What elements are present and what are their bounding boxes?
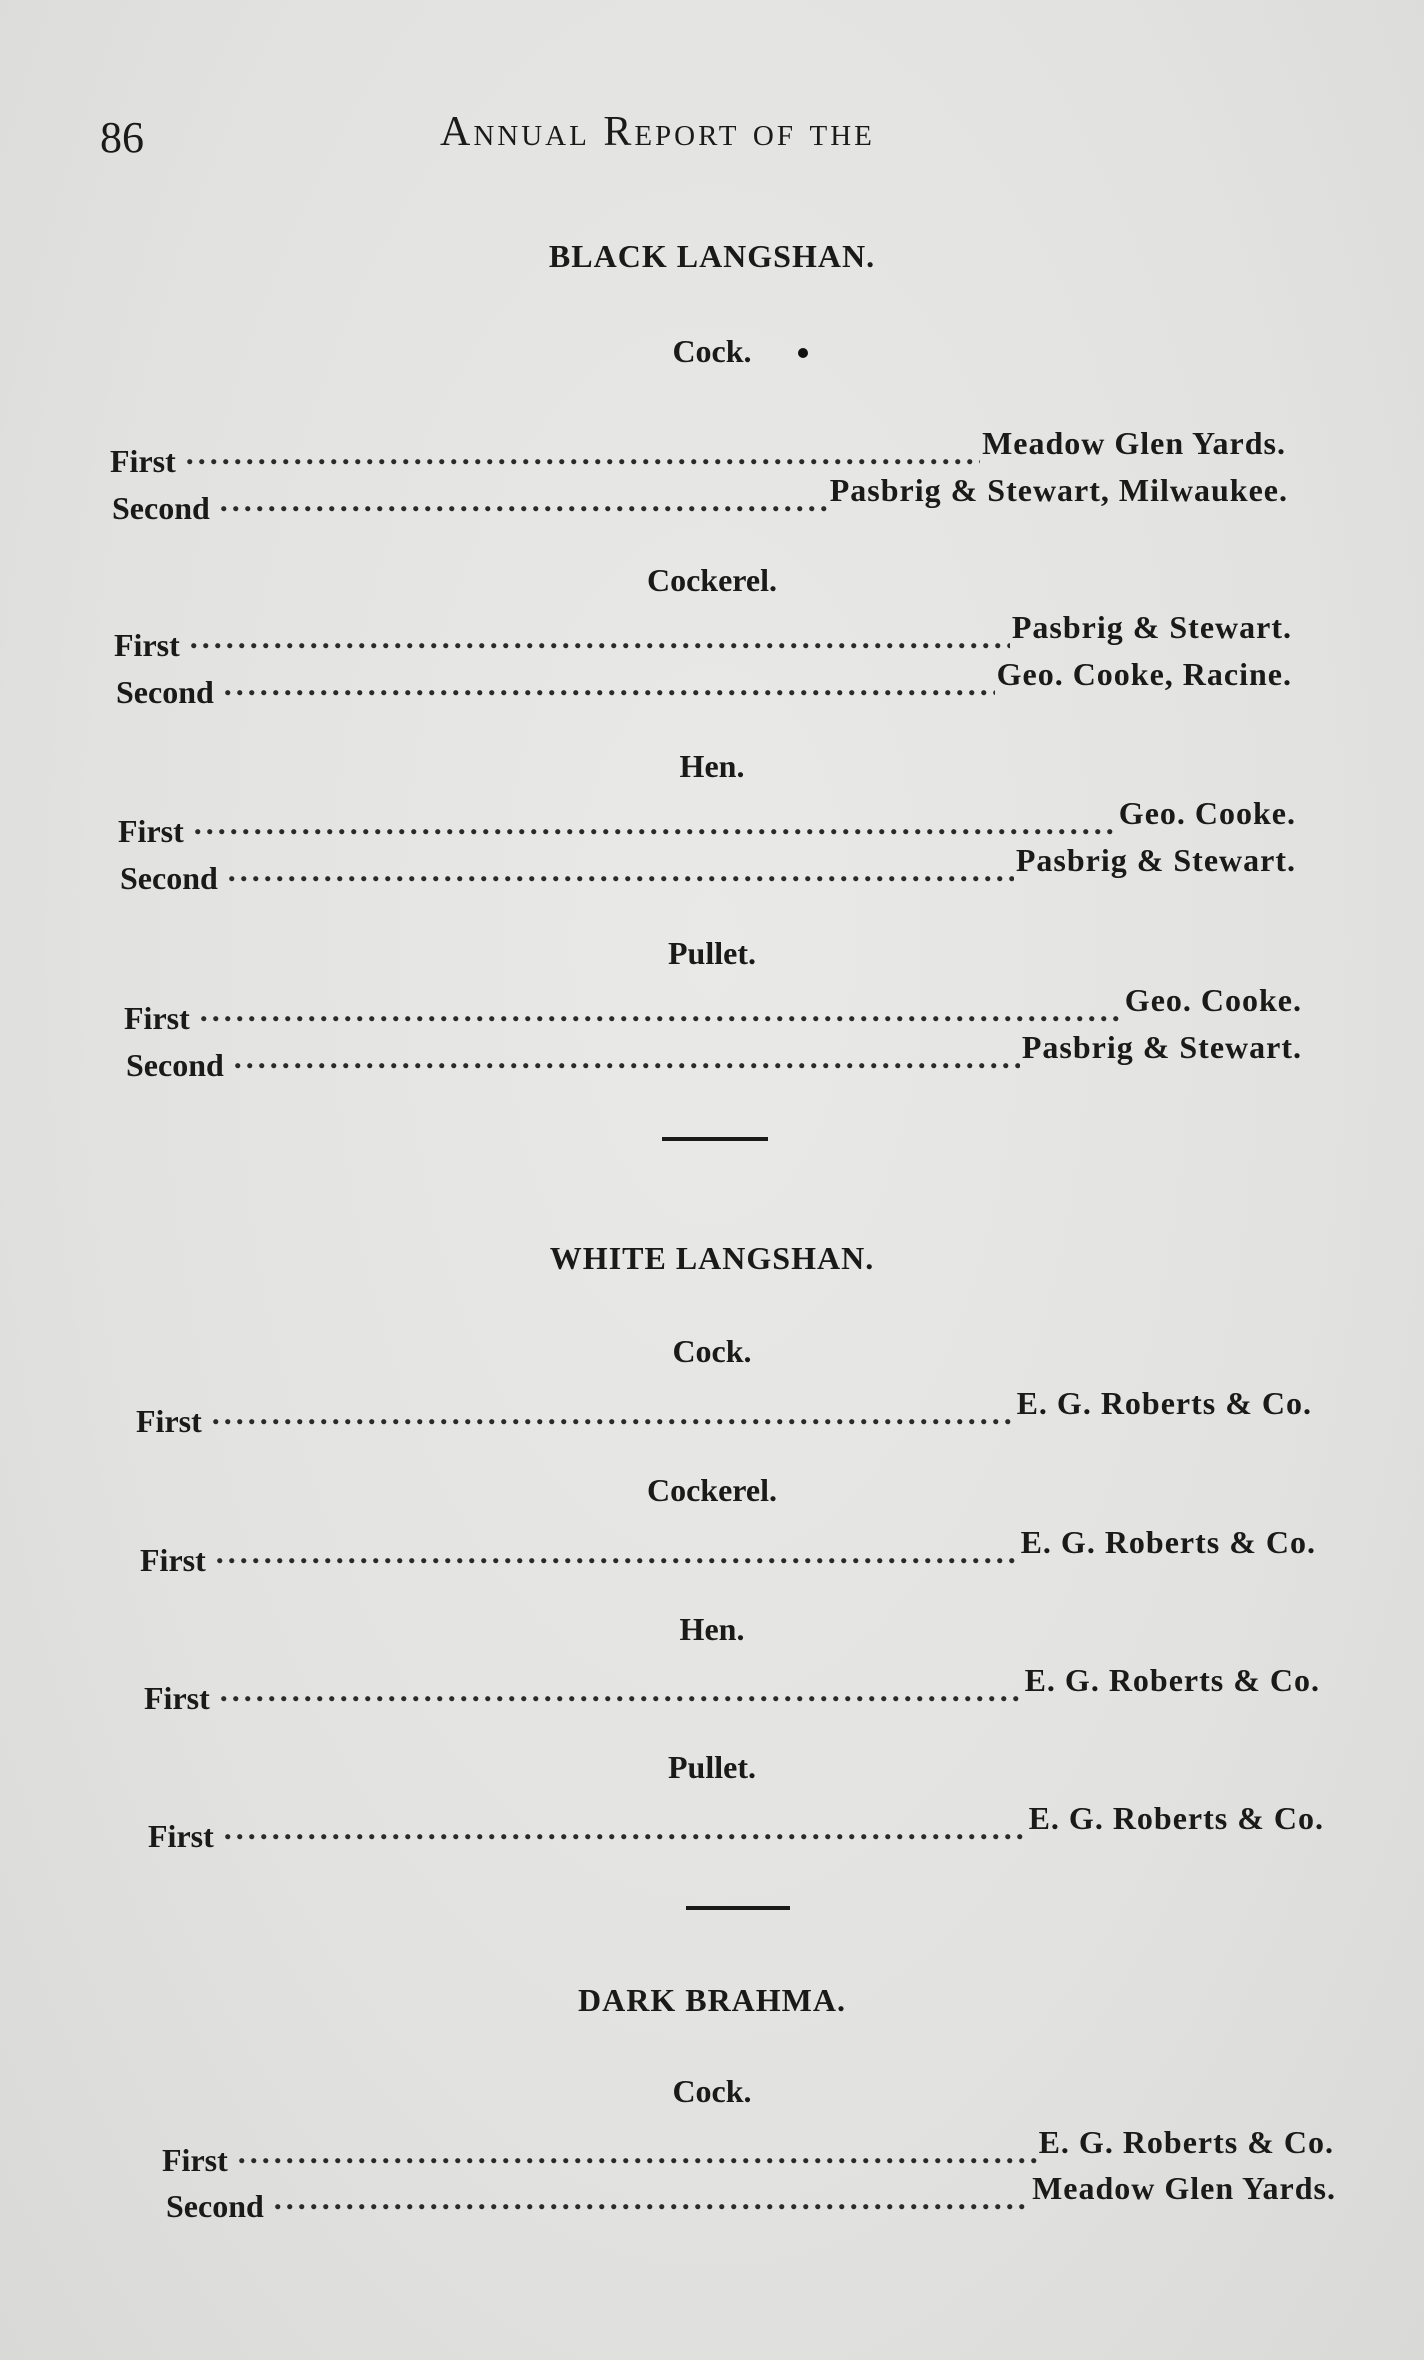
dot-leader bbox=[220, 482, 828, 519]
award-winner: E. G. Roberts & Co. bbox=[1028, 1800, 1324, 1836]
section-divider bbox=[662, 1137, 768, 1141]
dot-leader bbox=[194, 805, 1117, 842]
award-entry bbox=[140, 1524, 1316, 1578]
award-place: First bbox=[136, 1403, 202, 1439]
award-winner: Geo. Cooke. bbox=[1124, 982, 1302, 1018]
award-entry bbox=[124, 982, 1302, 1036]
award-winner: Geo. Cooke. bbox=[1118, 795, 1296, 831]
award-place: Second bbox=[116, 674, 214, 710]
class-title-cockerel: Cockerel. bbox=[646, 562, 778, 598]
class-title-hen: Hen. bbox=[679, 1611, 745, 1647]
class-title-pullet: Pullet. bbox=[668, 1749, 756, 1785]
award-winner: E. G. Roberts & Co. bbox=[1024, 1662, 1320, 1698]
class-title-hen: Hen. bbox=[679, 748, 745, 784]
award-place: Second bbox=[166, 2188, 264, 2224]
class-title-cock: Cock. bbox=[672, 2073, 752, 2109]
award-winner: E. G. Roberts & Co. bbox=[1038, 2124, 1334, 2160]
award-entry bbox=[114, 609, 1292, 663]
award-place: First bbox=[144, 1680, 210, 1716]
award-entry bbox=[144, 1662, 1320, 1716]
award-entry bbox=[118, 795, 1296, 849]
award-winner: Pasbrig & Stewart. bbox=[1011, 609, 1292, 645]
award-winner: Geo. Cooke, Racine. bbox=[996, 656, 1292, 692]
award-entry bbox=[110, 425, 1286, 479]
award-winner: Pasbrig & Stewart. bbox=[1021, 1029, 1302, 1065]
award-entry bbox=[148, 1800, 1324, 1854]
award-entry bbox=[136, 1385, 1312, 1439]
award-entry bbox=[112, 472, 1288, 526]
class-title-cock: Cock. bbox=[672, 333, 752, 369]
award-place: Second bbox=[112, 490, 210, 526]
page-number: 86 bbox=[100, 113, 144, 162]
award-entry bbox=[126, 1029, 1302, 1083]
award-place: First bbox=[148, 1818, 214, 1854]
dot-leader bbox=[224, 1810, 1027, 1847]
dot-leader bbox=[212, 1395, 1015, 1432]
dot-leader bbox=[238, 2134, 1037, 2171]
award-place: Second bbox=[120, 860, 218, 896]
award-winner: Pasbrig & Stewart, Milwaukee. bbox=[829, 472, 1288, 508]
award-entry bbox=[120, 842, 1296, 896]
award-winner: E. G. Roberts & Co. bbox=[1020, 1524, 1316, 1560]
award-entry bbox=[162, 2124, 1334, 2178]
dot-leader bbox=[200, 992, 1123, 1029]
award-place: First bbox=[124, 1000, 190, 1036]
section-divider bbox=[686, 1906, 790, 1910]
award-entry bbox=[116, 656, 1292, 710]
award-place: First bbox=[162, 2142, 228, 2178]
dot-leader bbox=[190, 619, 1010, 656]
class-title-cock: Cock. bbox=[672, 1333, 752, 1369]
dot-leader bbox=[228, 852, 1014, 889]
award-place: First bbox=[140, 1542, 206, 1578]
dot-leader bbox=[220, 1672, 1023, 1709]
class-title-cockerel: Cockerel. bbox=[646, 1472, 778, 1508]
running-head: Annual Report of the bbox=[440, 109, 875, 155]
section-title-black-langshan: BLACK LANGSHAN. bbox=[548, 238, 876, 274]
class-title-pullet: Pullet. bbox=[668, 935, 756, 971]
section-title-dark-brahma: DARK BRAHMA. bbox=[578, 1982, 846, 2018]
section-title-white-langshan: WHITE LANGSHAN. bbox=[549, 1240, 875, 1276]
dot-leader bbox=[186, 435, 980, 472]
award-winner: Pasbrig & Stewart. bbox=[1015, 842, 1296, 878]
dot-leader bbox=[224, 666, 995, 703]
ink-speck bbox=[798, 348, 808, 358]
dot-leader bbox=[216, 1534, 1019, 1571]
award-place: First bbox=[110, 443, 176, 479]
award-winner: E. G. Roberts & Co. bbox=[1016, 1385, 1312, 1421]
award-winner: Meadow Glen Yards. bbox=[982, 425, 1286, 461]
award-entry bbox=[166, 2170, 1336, 2224]
award-place: First bbox=[118, 813, 184, 849]
dot-leader bbox=[234, 1039, 1020, 1076]
dot-leader bbox=[274, 2180, 1030, 2217]
award-place: First bbox=[114, 627, 180, 663]
award-place: Second bbox=[126, 1047, 224, 1083]
award-winner: Meadow Glen Yards. bbox=[1032, 2170, 1336, 2206]
